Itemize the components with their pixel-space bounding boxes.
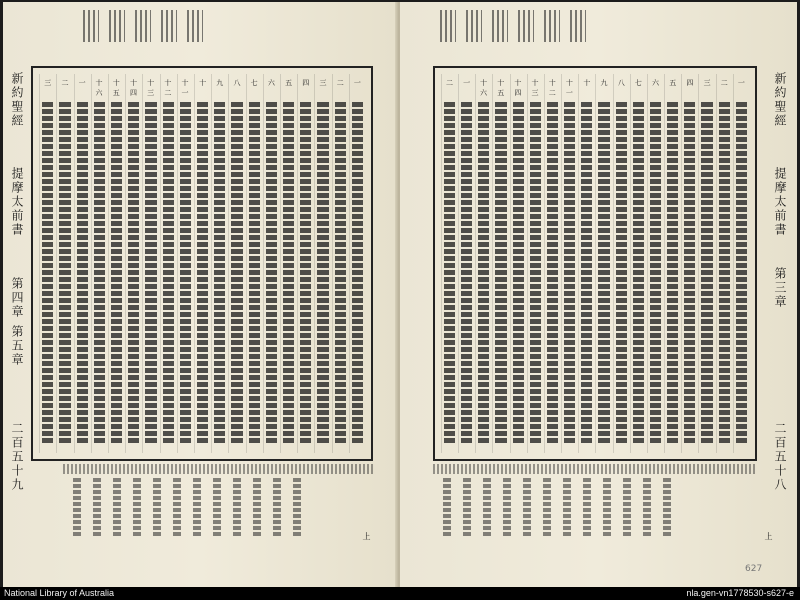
text-column	[492, 74, 508, 453]
verse-number: 十四	[129, 79, 137, 97]
verse-number: 十三	[147, 79, 155, 97]
source-label: National Library of Australia	[4, 588, 115, 598]
text-column	[733, 74, 749, 453]
right-text-frame	[433, 66, 757, 461]
right-text-columns	[441, 74, 749, 453]
margin-note	[187, 10, 203, 42]
verse-number: 九	[600, 79, 608, 87]
text-column	[527, 74, 543, 453]
left-text-frame	[31, 66, 373, 461]
text-column	[108, 74, 124, 453]
verse-number: 十六	[480, 79, 488, 97]
text-column	[664, 74, 680, 453]
text-column	[297, 74, 313, 453]
text-column	[544, 74, 560, 453]
left-page-number: 二百五十九	[10, 422, 24, 492]
verse-number: 七	[250, 79, 258, 87]
right-chapter-label: 第三章	[773, 267, 787, 309]
left-text-columns	[39, 74, 365, 453]
margin-note	[109, 10, 125, 42]
verse-number: 十一	[181, 79, 189, 97]
text-column	[194, 74, 210, 453]
verse-number: 十五	[112, 79, 120, 97]
left-page	[3, 2, 398, 587]
right-book-title: 新約聖經	[773, 72, 787, 128]
text-column	[578, 74, 594, 453]
text-column	[211, 74, 227, 453]
text-column	[647, 74, 663, 453]
verse-number: 八	[617, 79, 625, 87]
right-subtitle: 提摩太前書	[773, 167, 787, 237]
text-column	[91, 74, 107, 453]
verse-number: 十	[583, 79, 591, 87]
text-column	[74, 74, 90, 453]
verse-number: 十六	[95, 79, 103, 97]
verse-number: 二	[720, 79, 728, 87]
verse-number: 七	[634, 79, 642, 87]
text-column	[613, 74, 629, 453]
margin-note	[161, 10, 177, 42]
margin-note	[83, 10, 99, 42]
left-footnotes	[73, 478, 301, 538]
verse-number: 三	[703, 79, 711, 87]
text-column	[441, 74, 457, 453]
left-book-title: 新約聖經	[10, 72, 24, 128]
verse-number: 一	[463, 79, 471, 87]
verse-number: 十	[199, 79, 207, 87]
left-chapter-label: 第四章 第五章	[10, 277, 24, 367]
left-marginal-notes	[83, 10, 203, 42]
margin-note	[440, 10, 456, 42]
text-column	[681, 74, 697, 453]
text-column	[595, 74, 611, 453]
verse-number: 一	[737, 79, 745, 87]
verse-number: 六	[267, 79, 275, 87]
text-column	[125, 74, 141, 453]
verse-number: 五	[285, 79, 293, 87]
scanned-book-spread	[3, 2, 797, 587]
verse-number: 五	[669, 79, 677, 87]
right-footnote-rule-text	[433, 464, 757, 474]
identifier-label: nla.gen-vn1778530-s627-e	[686, 588, 794, 598]
pencil-annotation: 627	[745, 564, 763, 574]
text-column	[475, 74, 491, 453]
left-footnote-rule-text	[63, 464, 373, 474]
verse-number: 三	[44, 79, 52, 87]
verse-number: 八	[233, 79, 241, 87]
verse-number: 一	[353, 79, 361, 87]
verse-number: 十五	[497, 79, 505, 97]
bottom-info-bar	[0, 587, 800, 600]
verse-number: 十二	[548, 79, 556, 97]
right-footer-mark: 上	[764, 532, 773, 542]
margin-note	[466, 10, 482, 42]
text-column	[39, 74, 55, 453]
verse-number: 一	[78, 79, 86, 87]
text-column	[314, 74, 330, 453]
margin-note	[492, 10, 508, 42]
text-column	[263, 74, 279, 453]
text-column	[698, 74, 714, 453]
text-column	[510, 74, 526, 453]
verse-number: 十四	[514, 79, 522, 97]
text-column	[716, 74, 732, 453]
margin-note	[135, 10, 151, 42]
verse-number: 四	[302, 79, 310, 87]
verse-number: 十一	[565, 79, 573, 97]
verse-number: 四	[686, 79, 694, 87]
text-column	[280, 74, 296, 453]
verse-number: 六	[652, 79, 660, 87]
text-column	[332, 74, 348, 453]
text-column	[56, 74, 72, 453]
text-column	[458, 74, 474, 453]
text-column	[142, 74, 158, 453]
left-footer-mark: 上	[362, 532, 371, 542]
text-column	[561, 74, 577, 453]
text-column	[630, 74, 646, 453]
right-page-number: 二百五十八	[773, 422, 787, 492]
verse-number: 二	[445, 79, 453, 87]
text-column	[160, 74, 176, 453]
right-footnotes	[443, 478, 671, 538]
verse-number: 九	[216, 79, 224, 87]
margin-note	[544, 10, 560, 42]
verse-number: 十三	[531, 79, 539, 97]
verse-number: 二	[61, 79, 69, 87]
margin-note	[570, 10, 586, 42]
margin-note	[518, 10, 534, 42]
text-column	[349, 74, 365, 453]
right-marginal-notes	[440, 10, 586, 42]
verse-number: 三	[319, 79, 327, 87]
verse-number: 二	[336, 79, 344, 87]
text-column	[228, 74, 244, 453]
left-subtitle: 提摩太前書	[10, 167, 24, 237]
text-column	[246, 74, 262, 453]
verse-number: 十二	[164, 79, 172, 97]
text-column	[177, 74, 193, 453]
